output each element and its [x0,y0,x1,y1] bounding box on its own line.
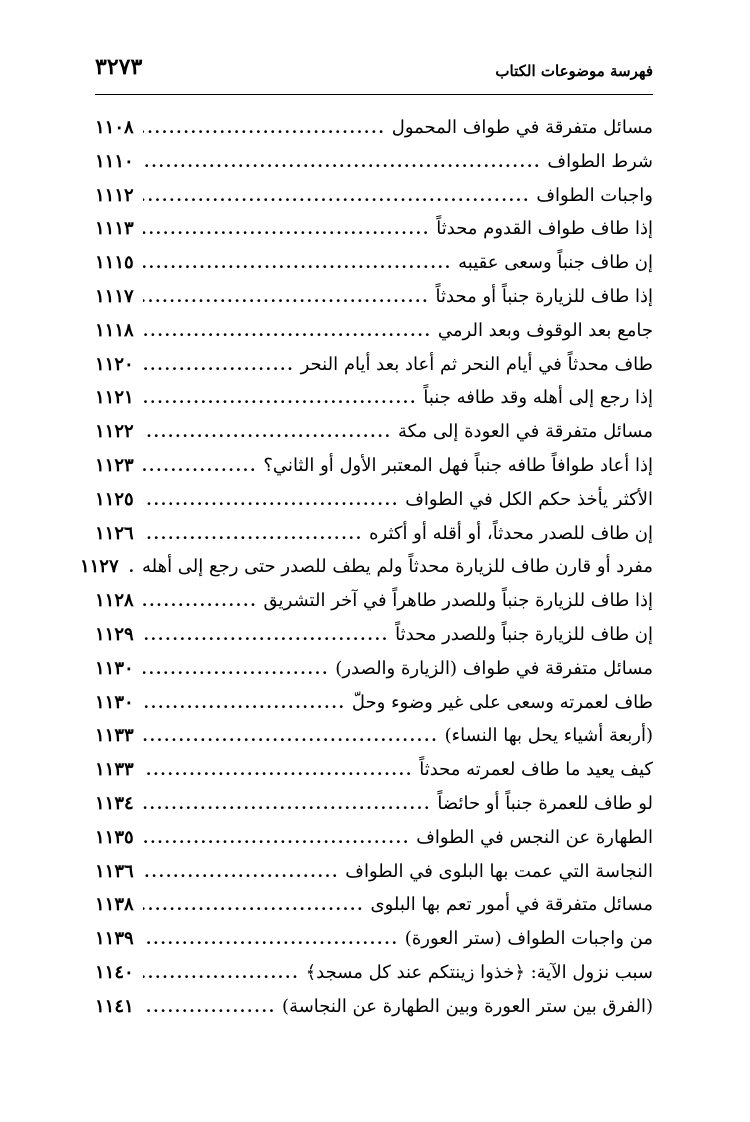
dot-leader [143,795,431,813]
entry-page-number: ١١١٨ [95,319,134,341]
entry-title: طاف لعمرته وسعى على غير وضوء وحلّ [351,691,653,713]
entry-title: إذا طاف طواف القدوم محدثاً [436,218,653,240]
entry-page-number: ١١٢٩ [95,623,134,645]
entry-page-number: ١١٢٦ [95,522,134,544]
dot-leader [143,626,389,644]
dot-leader [143,119,386,137]
dot-leader [128,558,136,576]
toc-entry [95,624,653,658]
entry-title: سبب نزول الآية: ﴿خذوا زينتكم عند كل مسجد﴾ [305,961,653,983]
entry-title: إذا طاف للزيارة جنباً أو محدثاً [435,285,653,307]
entry-page-number: ١١٢٣ [95,454,134,476]
dot-leader [143,322,432,340]
entry-page-number: ١١١٧ [95,285,134,307]
entry-title: مسائل متفرقة في العودة إلى مكة [397,421,653,443]
entry-page-number: ١١٣٠ [95,691,134,713]
toc-entry [95,117,653,151]
entry-title: لو طاف للعمرة جنباً أو حائضاً [437,792,653,814]
dot-leader [143,423,392,441]
entry-page-number: ١١٢٠ [95,353,134,375]
entry-title: مفرد أو قارن طاف للزيارة محدثاً ولم يطف للصدر حتى رجع إلى أهله [141,556,653,578]
entry-page-number: ١١٣٣ [95,725,134,747]
table-of-contents [79,117,653,1030]
toc-entry [95,962,653,996]
dot-leader [143,389,417,407]
toc-entry [95,759,653,793]
dot-leader [143,829,410,847]
entry-page-number: ١١٣٨ [95,894,134,916]
toc-entry [95,793,653,827]
toc-entry [95,320,653,354]
toc-entry [95,421,653,455]
entry-title: الأكثر يأخذ حكم الكل في الطواف [405,488,653,510]
header-rule [95,94,653,95]
dot-leader [143,525,363,543]
entry-title: (الفرق بين ستر العورة وبين الطهارة عن النجاسة) [282,995,653,1017]
toc-entry [95,286,653,320]
entry-page-number: ١١٢٨ [95,590,134,612]
dot-leader [143,964,300,982]
toc-entry [95,928,653,962]
toc-entry [95,218,653,252]
entry-title: (أربعة أشياء يحل بها النساء) [444,725,653,747]
toc-entry [79,556,653,590]
entry-title: إذا رجع إلى أهله وقد طافه جنباً [423,387,653,409]
dot-leader [143,660,329,678]
toc-entry [95,387,653,421]
toc-entry [95,252,653,286]
entry-title: إن طاف للصدر محدثاً، أو أقله أو أكثره [369,522,653,544]
entry-page-number: ١١٣٣ [95,759,134,781]
entry-page-number: ١١٠٨ [95,117,134,138]
entry-page-number: ١١٣٩ [95,928,134,950]
toc-entry [95,523,653,557]
dot-leader [143,930,399,948]
dot-leader [143,187,530,205]
dot-leader [143,592,258,610]
toc-entry [95,151,653,185]
toc-entry [95,489,653,523]
dot-leader [143,863,339,881]
toc-entry [95,455,653,489]
dot-leader [143,220,430,238]
entry-page-number: ١١٢٢ [95,421,134,443]
entry-title: واجبات الطواف [536,184,653,206]
entry-title: جامع بعد الوقوف وبعد الرمي [437,319,653,341]
entry-page-number: ١١٣٥ [95,826,134,848]
entry-page-number: ١١٤١ [95,995,134,1017]
entry-page-number: ١١٢٧ [79,556,119,578]
entry-page-number: ١١١٥ [95,252,134,274]
toc-entry [95,185,653,219]
entry-page-number: ١١٣٠ [95,657,134,679]
page-number: ٣٢٧٣ [95,54,143,80]
entry-title: النجاسة التي عمت بها البلوى في الطواف [345,860,653,882]
toc-entry [95,827,653,861]
toc-entry [95,692,653,726]
entry-title: طاف محدثاً في أيام النحر ثم أعاد بعد أيام النحر [300,353,653,375]
entry-title: كيف يعيد ما طاف لعمرته محدثاً [419,759,653,781]
entry-title: الطهارة عن النجس في الطواف [416,826,653,848]
running-title: فهرسة موضوعات الكتاب [495,62,653,80]
entry-title: مسائل متفرقة في طواف (الزيارة والصدر) [335,657,653,679]
entry-title: مسائل متفرقة في طواف المحمول [391,117,653,138]
entry-title: من واجبات الطواف (ستر العورة) [404,928,653,950]
dot-leader [143,727,439,745]
toc-entry [95,354,653,388]
toc-entry [95,725,653,759]
entry-page-number: ١١١٣ [95,218,134,240]
entry-page-number: ١١٣٤ [95,792,134,814]
dot-leader [143,491,399,509]
dot-leader [143,288,430,306]
entry-page-number: ١١١٢ [95,184,134,206]
entry-title: إن طاف جنباً وسعى عقيبه [458,252,653,274]
toc-entry [95,996,653,1030]
dot-leader [143,896,365,914]
entry-page-number: ١١٢١ [95,387,134,409]
page-header [95,52,653,92]
entry-title: إذا طاف للزيارة جنباً وللصدر طاهراً في آخر التشريق [263,590,653,612]
dot-leader [143,761,413,779]
toc-entry [95,894,653,928]
toc-entry [95,590,653,624]
entry-title: إذا أعاد طوافاً طافه جنباً فهل المعتبر الأول أو الثاني؟ [263,454,653,476]
entry-title: إن طاف للزيارة جنباً وللصدر محدثاً [395,623,653,645]
toc-entry [95,658,653,692]
entry-page-number: ١١١٠ [95,150,134,172]
dot-leader [143,153,541,171]
entry-page-number: ١١٢٥ [95,488,134,510]
entry-title: شرط الطواف [547,150,653,172]
dot-leader [143,457,257,475]
entry-page-number: ١١٤٠ [95,961,134,983]
entry-title: مسائل متفرقة في أمور تعم بها البلوى [370,894,653,916]
dot-leader [143,998,276,1016]
dot-leader [143,694,346,712]
entry-page-number: ١١٣٦ [95,860,134,882]
dot-leader [143,356,295,374]
dot-leader [143,254,452,272]
toc-entry [95,861,653,895]
